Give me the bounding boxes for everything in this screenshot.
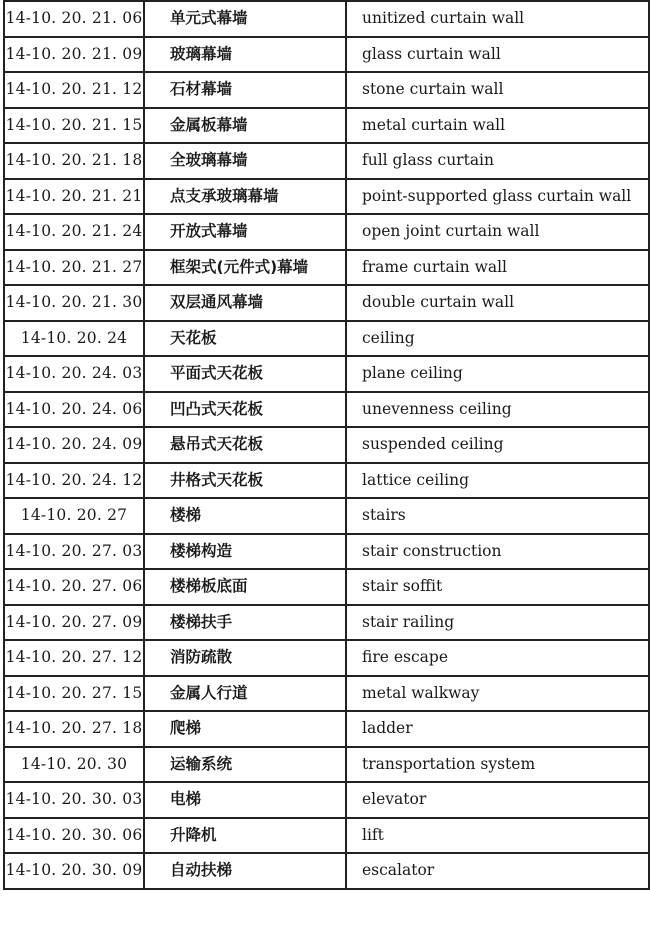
term-english-cell: elevator [346, 782, 649, 818]
term-code-cell: 14-10. 20. 24 [4, 321, 144, 357]
table-row [4, 782, 649, 818]
table-row [4, 108, 649, 144]
term-english-cell: lift [346, 818, 649, 854]
table-row [4, 463, 649, 499]
term-english-cell: metal curtain wall [346, 108, 649, 144]
term-chinese-cell: 楼梯 [144, 498, 346, 534]
table-row [4, 37, 649, 73]
term-chinese-cell: 金属板幕墙 [144, 108, 346, 144]
term-english-cell: stairs [346, 498, 649, 534]
table-row [4, 72, 649, 108]
term-chinese-cell: 楼梯构造 [144, 534, 346, 570]
term-code-cell: 14-10. 20. 30. 09 [4, 853, 144, 889]
term-chinese-cell: 单元式幕墙 [144, 1, 346, 37]
term-chinese-cell: 井格式天花板 [144, 463, 346, 499]
term-code-cell: 14-10. 20. 27. 09 [4, 605, 144, 641]
term-english-cell: lattice ceiling [346, 463, 649, 499]
term-chinese-cell: 石材幕墙 [144, 72, 346, 108]
term-chinese-cell: 开放式幕墙 [144, 214, 346, 250]
term-english-cell: open joint curtain wall [346, 214, 649, 250]
term-english-cell: stair railing [346, 605, 649, 641]
term-english-cell: full glass curtain [346, 143, 649, 179]
term-code-cell: 14-10. 20. 30 [4, 747, 144, 783]
term-english-cell: frame curtain wall [346, 250, 649, 286]
term-code-cell: 14-10. 20. 24. 06 [4, 392, 144, 428]
term-chinese-cell: 楼梯扶手 [144, 605, 346, 641]
term-english-cell: metal walkway [346, 676, 649, 712]
term-code-cell: 14-10. 20. 21. 18 [4, 143, 144, 179]
term-english-cell: plane ceiling [346, 356, 649, 392]
table-row [4, 498, 649, 534]
term-code-cell: 14-10. 20. 27. 06 [4, 569, 144, 605]
term-code-cell: 14-10. 20. 21. 15 [4, 108, 144, 144]
term-english-cell: double curtain wall [346, 285, 649, 321]
term-chinese-cell: 运输系统 [144, 747, 346, 783]
table-row [4, 321, 649, 357]
term-code-cell: 14-10. 20. 21. 30 [4, 285, 144, 321]
term-chinese-cell: 点支承玻璃幕墙 [144, 179, 346, 215]
term-chinese-cell: 平面式天花板 [144, 356, 346, 392]
term-chinese-cell: 金属人行道 [144, 676, 346, 712]
term-chinese-cell: 自动扶梯 [144, 853, 346, 889]
term-english-cell: ladder [346, 711, 649, 747]
term-english-cell: glass curtain wall [346, 37, 649, 73]
table-row [4, 427, 649, 463]
table-row [4, 818, 649, 854]
table-row [4, 853, 649, 889]
term-english-cell: fire escape [346, 640, 649, 676]
term-chinese-cell: 升降机 [144, 818, 346, 854]
term-code-cell: 14-10. 20. 21. 09 [4, 37, 144, 73]
term-chinese-cell: 凹凸式天花板 [144, 392, 346, 428]
term-chinese-cell: 爬梯 [144, 711, 346, 747]
term-english-cell: transportation system [346, 747, 649, 783]
table-row [4, 392, 649, 428]
term-code-cell: 14-10. 20. 30. 03 [4, 782, 144, 818]
term-chinese-cell: 悬吊式天花板 [144, 427, 346, 463]
term-code-cell: 14-10. 20. 21. 06 [4, 1, 144, 37]
table-row [4, 214, 649, 250]
term-code-cell: 14-10. 20. 27. 15 [4, 676, 144, 712]
term-code-cell: 14-10. 20. 27. 18 [4, 711, 144, 747]
term-chinese-cell: 天花板 [144, 321, 346, 357]
term-chinese-cell: 电梯 [144, 782, 346, 818]
term-english-cell: stair soffit [346, 569, 649, 605]
table-row [4, 747, 649, 783]
terms-table [3, 0, 650, 890]
term-english-cell: point-supported glass curtain wall [346, 179, 649, 215]
table-row [4, 605, 649, 641]
table-row [4, 676, 649, 712]
term-code-cell: 14-10. 20. 30. 06 [4, 818, 144, 854]
term-code-cell: 14-10. 20. 21. 27 [4, 250, 144, 286]
term-english-cell: ceiling [346, 321, 649, 357]
term-chinese-cell: 玻璃幕墙 [144, 37, 346, 73]
table-row [4, 711, 649, 747]
term-english-cell: unevenness ceiling [346, 392, 649, 428]
term-code-cell: 14-10. 20. 27. 12 [4, 640, 144, 676]
term-code-cell: 14-10. 20. 21. 12 [4, 72, 144, 108]
table-row [4, 1, 649, 37]
table-row [4, 285, 649, 321]
term-english-cell: suspended ceiling [346, 427, 649, 463]
term-code-cell: 14-10. 20. 24. 03 [4, 356, 144, 392]
table-row [4, 143, 649, 179]
terms-table-body [4, 1, 649, 889]
term-code-cell: 14-10. 20. 27. 03 [4, 534, 144, 570]
term-english-cell: stone curtain wall [346, 72, 649, 108]
table-row [4, 356, 649, 392]
term-code-cell: 14-10. 20. 21. 21 [4, 179, 144, 215]
table-row [4, 534, 649, 570]
term-chinese-cell: 双层通风幕墙 [144, 285, 346, 321]
term-code-cell: 14-10. 20. 27 [4, 498, 144, 534]
term-chinese-cell: 全玻璃幕墙 [144, 143, 346, 179]
term-code-cell: 14-10. 20. 21. 24 [4, 214, 144, 250]
term-chinese-cell: 消防疏散 [144, 640, 346, 676]
term-english-cell: stair construction [346, 534, 649, 570]
table-row [4, 640, 649, 676]
term-code-cell: 14-10. 20. 24. 12 [4, 463, 144, 499]
table-row [4, 250, 649, 286]
term-code-cell: 14-10. 20. 24. 09 [4, 427, 144, 463]
term-chinese-cell: 楼梯板底面 [144, 569, 346, 605]
term-english-cell: unitized curtain wall [346, 1, 649, 37]
term-english-cell: escalator [346, 853, 649, 889]
table-row [4, 179, 649, 215]
term-chinese-cell: 框架式(元件式)幕墙 [144, 250, 346, 286]
table-row [4, 569, 649, 605]
